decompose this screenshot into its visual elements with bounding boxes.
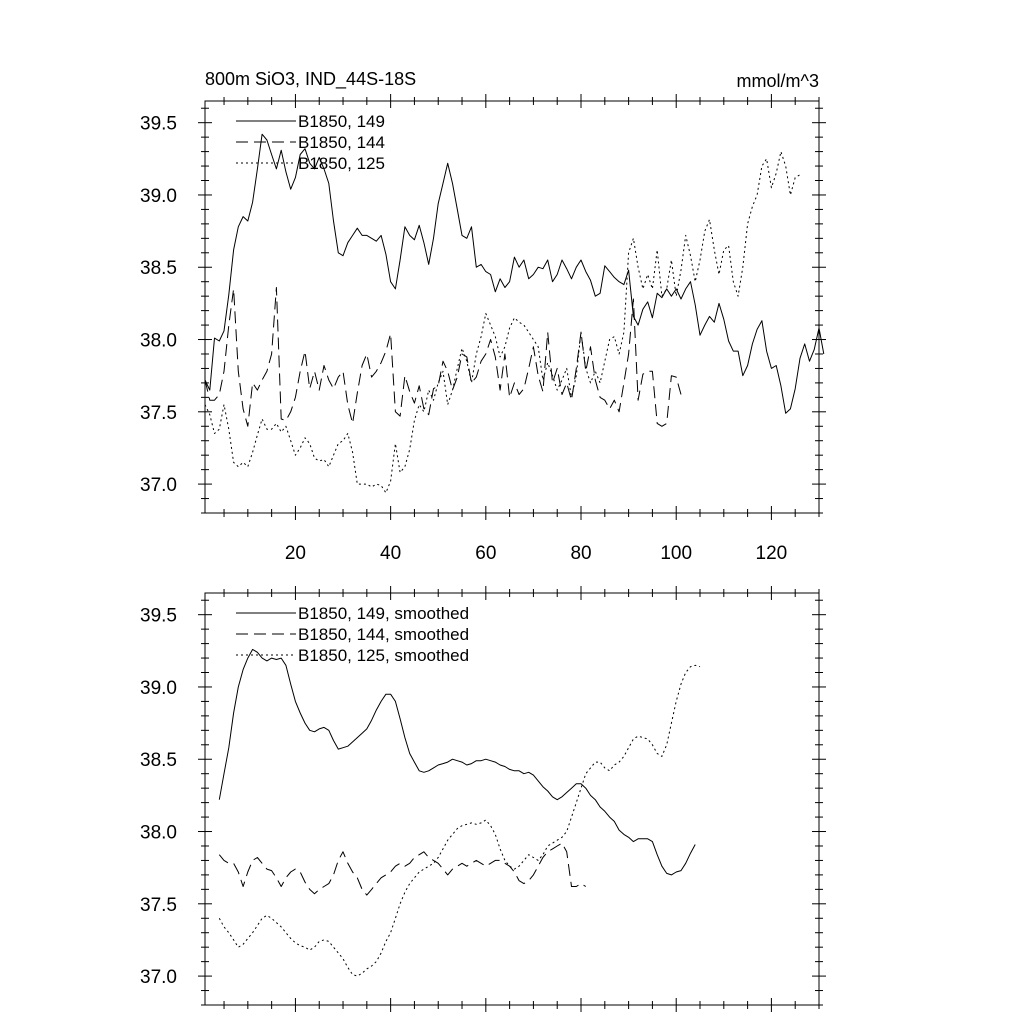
top-series-line-long-dash	[205, 288, 681, 427]
x-tick-label: 20	[284, 543, 307, 564]
x-tick-label: 120	[755, 543, 788, 564]
y-tick-label: 37.0	[140, 475, 177, 497]
x-tick-label: 60	[475, 543, 497, 564]
bottom-series-line-dotted	[219, 665, 700, 976]
y-tick-label: 39.0	[140, 677, 177, 699]
top-x-tick-labels	[285, 543, 787, 564]
legend-label: B1850, 144	[298, 133, 385, 152]
legend-label: B1850, 149	[298, 112, 385, 131]
y-tick-label: 37.5	[140, 894, 177, 916]
x-tick-label: 40	[380, 543, 402, 564]
chart-title: 800m SiO3, IND_44S-18S	[205, 69, 417, 89]
x-tick-label: 100	[660, 543, 693, 564]
legend-label: B1850, 144, smoothed	[298, 625, 470, 644]
bottom-series-line-long-dash	[219, 843, 586, 895]
legend-label: B1850, 125, smoothed	[298, 646, 470, 665]
y-tick-label: 38.5	[140, 750, 177, 772]
legend-label: B1850, 125	[298, 154, 385, 173]
y-tick-label: 38.0	[140, 822, 177, 844]
bottom-panel	[140, 586, 826, 1012]
bottom-ticks	[198, 586, 826, 1012]
bottom-legend	[236, 604, 469, 665]
top-y-tick-labels	[140, 114, 177, 496]
bottom-series-lines	[219, 649, 700, 976]
top-series-line-dotted	[205, 152, 800, 493]
y-tick-label: 39.0	[140, 185, 177, 207]
top-panel	[140, 69, 826, 564]
top-series-line-solid	[205, 134, 824, 413]
bottom-y-tick-labels	[140, 606, 177, 988]
y-tick-label: 38.0	[140, 330, 177, 352]
y-tick-label: 37.5	[140, 402, 177, 424]
legend-label: B1850, 149, smoothed	[298, 604, 470, 623]
x-tick-label: 80	[570, 543, 592, 564]
bottom-series-line-solid	[219, 649, 695, 875]
units-label: mmol/m^3	[736, 71, 819, 91]
y-tick-label: 38.5	[140, 258, 177, 280]
top-series-lines	[205, 134, 824, 493]
y-tick-label: 39.5	[140, 605, 177, 627]
top-ticks	[198, 94, 826, 520]
y-tick-label: 37.0	[140, 967, 177, 989]
y-tick-label: 39.5	[140, 113, 177, 135]
